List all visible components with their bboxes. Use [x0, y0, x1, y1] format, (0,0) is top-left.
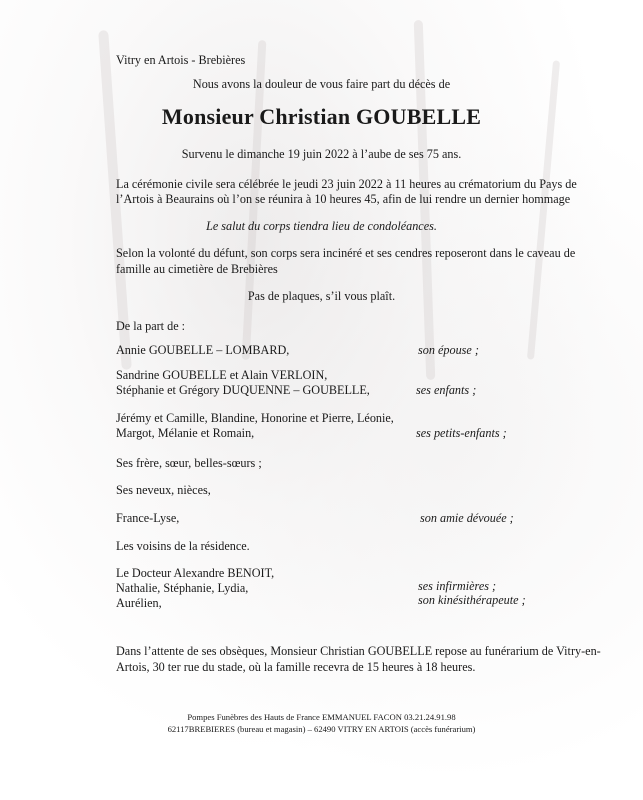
family-siblings: Ses frère, sœur, belles-sœurs ;: [116, 456, 262, 470]
no-plaques-line: Pas de plaques, s’il vous plaît.: [247, 289, 396, 303]
caregivers-line-2: Nathalie, Stéphanie, Lydia,: [116, 581, 249, 595]
ceremony-line-1: La cérémonie civile sera célébrée le jeudi 23 juin 2022 à 11 heures au crématorium du Pays de: [116, 177, 577, 191]
caregivers-line-1: Le Docteur Alexandre BENOIT,: [116, 566, 275, 580]
funeral-home-line-2: Artois, 30 ter rue du stade, où la famille recevra de 15 heures à 18 heures.: [116, 660, 476, 674]
condolences-line: Le salut du corps tiendra lieu de condoléances.: [206, 219, 437, 233]
family-grandchildren-line-1: Jérémy et Camille, Blandine, Honorine et Pierre, Léonie,: [116, 411, 394, 425]
from-label: De la part de :: [116, 319, 186, 333]
caregivers-role-1: ses infirmières ;: [418, 579, 497, 593]
caregivers-line-3: Aurélien,: [116, 596, 162, 610]
footer-line-2: 62117BREBIERES (bureau et magasin) – 62490 VITRY EN ARTOIS (accès funérarium): [167, 724, 476, 734]
funeral-home-line-1: Dans l’attente de ses obsèques, Monsieur Christian GOUBELLE repose au funérarium de Vitry-en-: [116, 644, 601, 658]
deceased-name: Monsieur Christian GOUBELLE: [161, 104, 482, 129]
family-children-role: ses enfants ;: [416, 383, 477, 397]
caregivers-role-2: son kinésithérapeute ;: [418, 593, 526, 607]
family-neighbours: Les voisins de la résidence.: [116, 539, 250, 553]
ceremony-line-2: l’Artois à Beaurains où l’on se réunira à 10 heures 45, afin de lui rendre un dernier hommage: [116, 192, 571, 206]
intro-line: Nous avons la douleur de vous faire part du décès de: [192, 77, 451, 91]
footer-line-1: Pompes Funèbres des Hauts de France EMMANUEL FACON 03.21.24.91.98: [187, 712, 456, 722]
family-grandchildren-line-2: Margot, Mélanie et Romain,: [116, 426, 255, 440]
wishes-line-1: Selon la volonté du défunt, son corps sera incinéré et ses cendres reposeront dans le caveau de: [116, 246, 576, 260]
location-header: Vitry en Artois - Brebières: [116, 53, 246, 67]
family-children-line-2: Stéphanie et Grégory DUQUENNE – GOUBELLE,: [116, 383, 370, 397]
family-children-line-1: Sandrine GOUBELLE et Alain VERLOIN,: [116, 368, 328, 382]
death-date-line: Survenu le dimanche 19 juin 2022 à l’aube de ses 75 ans.: [181, 147, 462, 161]
wishes-line-2: famille au cimetière de Brebières: [116, 262, 278, 276]
family-friend-role: son amie dévouée ;: [420, 511, 514, 525]
family-grandchildren-role: ses petits-enfants ;: [416, 426, 507, 440]
family-nephews: Ses neveux, nièces,: [116, 483, 211, 497]
family-spouse-role: son épouse ;: [418, 343, 479, 357]
family-spouse-name: Annie GOUBELLE – LOMBARD,: [116, 343, 290, 357]
family-friend-name: France-Lyse,: [116, 511, 180, 525]
